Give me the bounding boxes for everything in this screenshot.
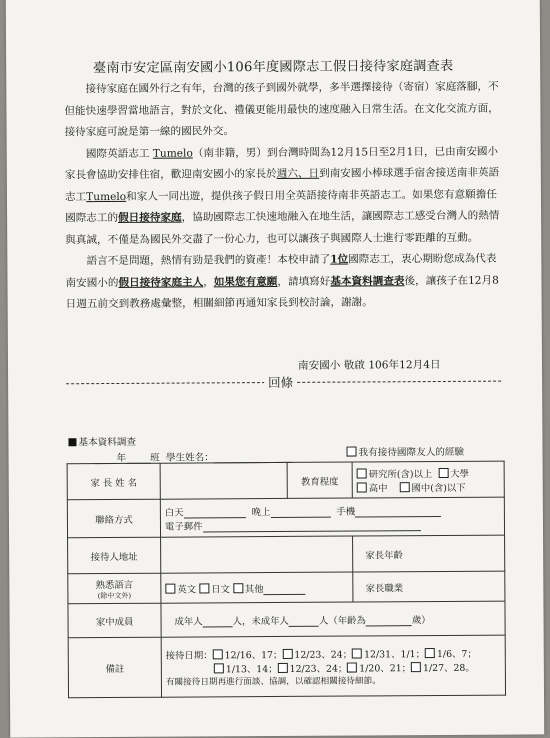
para2-text: ，協助國際志工快速地融入在地生活，讓國際志工感受台灣人的熱情與真誠，不僅是為國民外交盡了一份心力，也可以讓孩子與國際人士進行零距離的互動。 bbox=[65, 209, 500, 246]
para3-text: 後，讓孩子在12月8日週五前交到教務處彙整，相關細節再通知家長到校討論，謝謝。 bbox=[65, 274, 499, 311]
date-option: 12/16、17； bbox=[224, 649, 283, 661]
language-label bbox=[68, 573, 161, 604]
signature-line: 南安國小 敬啟 106年12月4日 bbox=[297, 358, 441, 372]
checkbox-icon[interactable] bbox=[213, 649, 223, 659]
email-blank[interactable] bbox=[203, 530, 421, 532]
date-option: 1/13、14； bbox=[225, 663, 278, 675]
family-text: 成年人 bbox=[174, 615, 203, 628]
parent-name-label: 家 長 姓 名 bbox=[67, 463, 160, 500]
other-lang-blank[interactable] bbox=[264, 593, 306, 594]
checkbox-icon[interactable] bbox=[411, 662, 421, 672]
paragraph-2 bbox=[65, 141, 501, 251]
student-name-label: 學生姓名： bbox=[165, 452, 214, 464]
date-option: 12/23、24； bbox=[294, 649, 353, 661]
checkbox-icon[interactable] bbox=[199, 583, 209, 593]
address-cell[interactable] bbox=[161, 536, 353, 573]
experience-label: 我有接待國際友人的經驗 bbox=[358, 446, 465, 459]
mobile-label: 手機 bbox=[336, 506, 356, 518]
checkbox-icon[interactable] bbox=[346, 447, 356, 457]
checkbox-icon[interactable] bbox=[438, 467, 448, 477]
night-label: 晚上 bbox=[251, 506, 271, 518]
checkbox-icon[interactable] bbox=[347, 662, 357, 672]
class-label: 班 bbox=[150, 452, 160, 464]
lang-option: 英文 bbox=[177, 583, 197, 596]
family-text: 歲） bbox=[411, 614, 431, 626]
host-role: 假日接待家庭主人 bbox=[118, 275, 204, 289]
date-option: 1/27、28。 bbox=[422, 662, 475, 674]
document-title: 臺南市安定區南安國小106年度國際志工假日接待家庭調查表 bbox=[92, 58, 454, 77]
checkbox-icon[interactable] bbox=[357, 482, 367, 492]
date-option: 12/31、1/1； bbox=[364, 648, 425, 660]
para2-text: （南非籍，男）到台灣時間為12月15日至2月1日，已由南安國小家長會協助安排住宿，歡迎南安國小的家長於 bbox=[64, 145, 499, 182]
date-option: 12/23、24； bbox=[289, 663, 348, 675]
family-cell bbox=[161, 601, 505, 637]
family-label: 家中成員 bbox=[68, 603, 161, 638]
volunteer-name: Tumelo bbox=[86, 190, 127, 203]
edu-option: 研究所(含)以上 bbox=[368, 468, 433, 480]
para3-text: 語言不是問題，熱情有勁是我們的資產！本校申請了 bbox=[86, 253, 331, 268]
form-name: 基本資料調查表 bbox=[330, 274, 405, 288]
lang-option: 其他 bbox=[244, 583, 264, 595]
checkbox-icon[interactable] bbox=[233, 583, 243, 593]
checkbox-icon[interactable] bbox=[352, 648, 362, 658]
contact-label: 聯絡方式 bbox=[67, 499, 160, 538]
para3-text: 國際志工，衷心期盼您成為代表南安國小的 bbox=[65, 252, 497, 289]
checkbox-icon[interactable] bbox=[214, 663, 224, 673]
willing-text: 如果您有意願 bbox=[213, 275, 278, 288]
family-text: 人（年齡為 bbox=[318, 614, 366, 627]
job-cell bbox=[353, 571, 505, 602]
paragraph-3 bbox=[65, 249, 500, 316]
lang-option: 日文 bbox=[211, 583, 230, 595]
minor-blank[interactable] bbox=[289, 625, 319, 626]
para3-text: ，請填寫好 bbox=[277, 275, 331, 288]
section-label: 基本資料調查 bbox=[78, 436, 137, 449]
family-text: 人，未成年人 bbox=[232, 615, 289, 627]
checkbox-icon[interactable] bbox=[357, 468, 367, 478]
education-options bbox=[352, 461, 504, 498]
letter-body bbox=[64, 77, 500, 316]
reply-slip-label: 回條 bbox=[264, 373, 297, 391]
square-bullet-icon bbox=[68, 438, 76, 446]
education-label: 教育程度 bbox=[287, 462, 352, 498]
adult-blank[interactable] bbox=[203, 626, 233, 627]
document-page bbox=[6, 0, 545, 738]
language-title: 熟悉語言 bbox=[95, 579, 134, 591]
basic-info-table bbox=[67, 461, 506, 699]
checkbox-icon[interactable] bbox=[165, 583, 175, 593]
para2-text: 到南安國小棒球選手宿舍接送南非英語志工 bbox=[64, 166, 500, 203]
parent-job-label: 家長職業 bbox=[365, 582, 404, 594]
checkbox-icon[interactable] bbox=[399, 482, 409, 492]
paragraph-1: 接待家庭在國外行之有年，台灣的孩子到國外就學，多半選擇接待（寄宿）家庭落腳，不但能快速學習當地語言，對於文化、禮儀更能用最快的速度融入日常生活。在文化交流方面，接待家庭可說是第一線的國民外交。 bbox=[64, 80, 499, 139]
checkbox-icon[interactable] bbox=[282, 648, 292, 658]
age-blank[interactable] bbox=[366, 625, 412, 626]
date-option: 1/20、21； bbox=[359, 662, 412, 674]
parent-age-label: 家長年齡 bbox=[365, 549, 403, 561]
contact-cell bbox=[160, 497, 504, 537]
date-option: 1/6、7； bbox=[436, 648, 477, 660]
para2-text: 國際英語志工 bbox=[85, 147, 153, 160]
language-options bbox=[161, 572, 353, 603]
para3-text: ， bbox=[203, 275, 214, 288]
edu-option: 大學 bbox=[450, 468, 470, 480]
age-cell bbox=[353, 535, 505, 572]
volunteer-name: Tumelo bbox=[152, 146, 193, 160]
parent-name-cell[interactable] bbox=[160, 462, 287, 499]
remark-note: 有關接待日期再進行面談、協調，以確認相關接待細節。 bbox=[165, 675, 381, 688]
remark-label: 備註 bbox=[68, 637, 161, 698]
volunteer-count: 1位 bbox=[330, 253, 349, 266]
edu-option: 高中 bbox=[368, 482, 388, 494]
host-role: 假日接待家庭 bbox=[118, 211, 182, 224]
language-note: (除中文外) bbox=[97, 591, 132, 600]
weekend-days: 週六、日 bbox=[276, 167, 320, 180]
address-label: 接待人地址 bbox=[68, 537, 161, 574]
day-label: 白天 bbox=[164, 507, 184, 519]
para2-text: 和家人一同出遊，提供孩子假日用全英語接待南非英語志工。如果您有意願擔任國際志工的 bbox=[65, 188, 497, 225]
experience-checkbox[interactable] bbox=[346, 444, 464, 459]
checkbox-icon[interactable] bbox=[278, 662, 288, 672]
remark-cell bbox=[161, 635, 505, 697]
year-label: 年 bbox=[116, 452, 127, 464]
section-title bbox=[68, 434, 136, 448]
checkbox-icon[interactable] bbox=[425, 648, 435, 658]
dates-label: 接待日期： bbox=[165, 649, 213, 662]
edu-option: 國中(含)以下 bbox=[411, 482, 466, 494]
email-label: 電子郵件 bbox=[164, 520, 203, 533]
